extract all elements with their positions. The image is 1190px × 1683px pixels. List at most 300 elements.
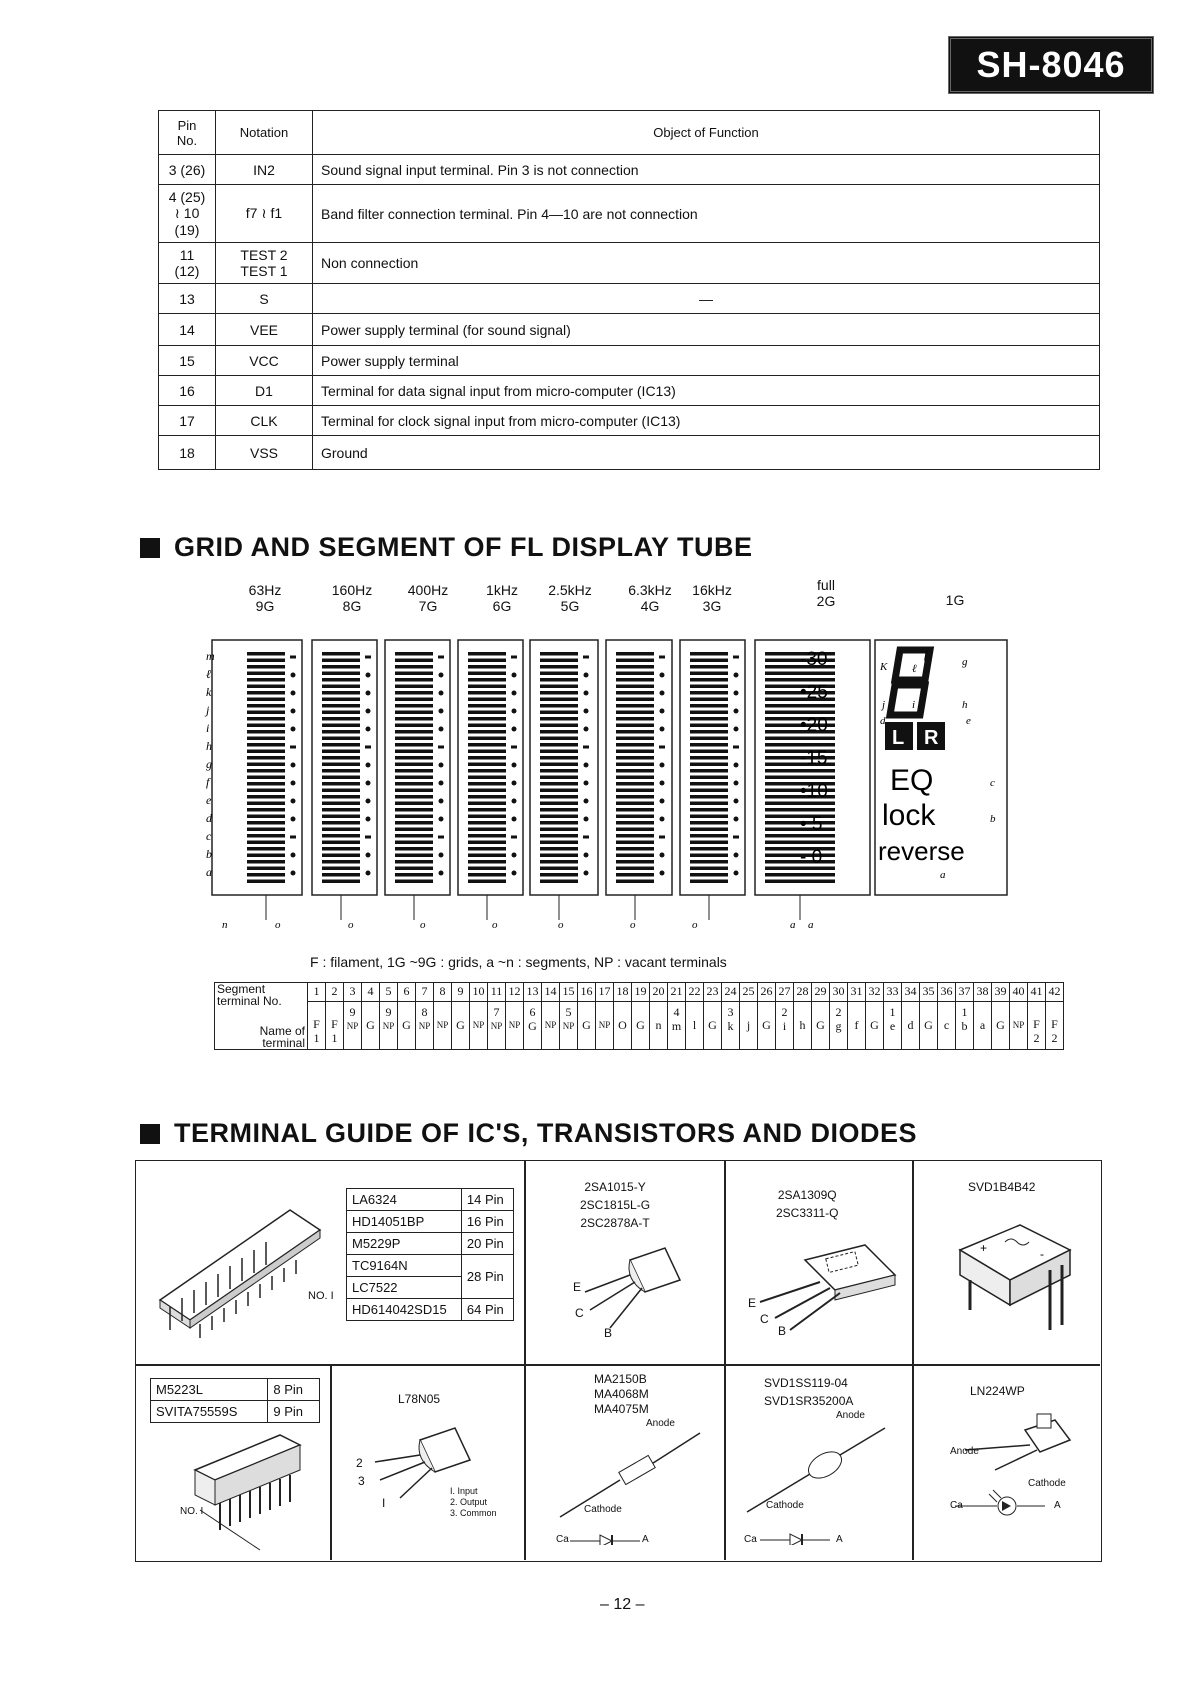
pin-cell: 17 xyxy=(159,406,216,436)
bottom-pin-label: o xyxy=(492,919,498,930)
segment-dot xyxy=(660,727,665,732)
segment-bar xyxy=(616,730,654,734)
segment-bar xyxy=(468,717,506,721)
segment-bar xyxy=(616,854,654,858)
pin-cell: 3 (26) xyxy=(159,155,216,185)
seg-number: 21 xyxy=(668,983,686,1002)
seg-number: 32 xyxy=(866,983,884,1002)
seg-name-top: 2 xyxy=(781,1005,788,1020)
segment-bar xyxy=(247,750,285,754)
part-name: 2SC2878A-T xyxy=(580,1216,650,1230)
seg-name xyxy=(992,1001,1010,1049)
grid-freq: 1kHz xyxy=(486,582,518,598)
small-letter-g: g xyxy=(962,656,968,668)
notation-cell: VSS xyxy=(216,436,313,470)
lock-text: lock xyxy=(882,799,936,832)
seg-name-main: NP xyxy=(382,1021,395,1032)
segment-bar xyxy=(247,724,285,728)
ic-pins: 16 Pin xyxy=(461,1211,513,1233)
seg-number: 16 xyxy=(578,983,596,1002)
segment-bar xyxy=(395,730,433,734)
seg-name-bottom xyxy=(868,1032,881,1044)
segment-dash xyxy=(438,836,444,839)
segment-bar xyxy=(690,672,728,676)
seg-name xyxy=(974,1001,992,1049)
seg-name xyxy=(1010,1001,1028,1049)
divider xyxy=(524,1160,526,1560)
ic-name: LA6324 xyxy=(347,1189,462,1211)
segment-bar xyxy=(540,841,578,845)
segment-bar xyxy=(690,743,728,747)
ic-pins: 64 Pin xyxy=(461,1299,513,1321)
segment-dash xyxy=(583,656,589,659)
grid-label xyxy=(398,582,458,614)
seg-header-bottom: Name of terminal xyxy=(259,1024,305,1050)
segment-bar xyxy=(616,756,654,760)
seg-number: 24 xyxy=(722,983,740,1002)
seg-name-main: i xyxy=(782,1019,787,1034)
seg-name-top xyxy=(616,1006,629,1018)
seg-name-main: d xyxy=(907,1018,914,1033)
seg-name-bottom xyxy=(400,1032,413,1044)
seg-number: 2 xyxy=(326,983,344,1002)
segment-bar xyxy=(395,834,433,838)
segment-bar xyxy=(395,841,433,845)
sip-pins: 9 Pin xyxy=(268,1401,320,1423)
grid-label xyxy=(235,582,295,614)
seg-name-top xyxy=(706,1006,719,1018)
seg-name-top xyxy=(436,1006,449,1018)
seg-name-top xyxy=(364,1006,377,1018)
seg-name-bottom xyxy=(760,1032,773,1044)
segment-bar xyxy=(690,763,728,767)
seg-name xyxy=(506,1001,524,1049)
segment-bar xyxy=(540,802,578,806)
segment-bar xyxy=(468,691,506,695)
segment-dot xyxy=(734,727,739,732)
scale-label: - 0 xyxy=(800,847,823,868)
segment-bar xyxy=(616,763,654,767)
fl-display-diagram xyxy=(200,620,1030,930)
segment-bar xyxy=(395,737,433,741)
segment-dash xyxy=(733,746,739,749)
seg-name-top xyxy=(940,1006,953,1018)
seg-name-top: 7 xyxy=(493,1005,500,1020)
divider xyxy=(330,1364,332,1560)
grid-label xyxy=(620,582,680,614)
seg-name-bottom xyxy=(634,1032,647,1044)
segment-bar xyxy=(540,795,578,799)
segment-bar xyxy=(247,841,285,845)
segment-bar xyxy=(616,815,654,819)
seg-name-bottom: 2 xyxy=(1051,1031,1058,1046)
grid-freq: 400Hz xyxy=(407,582,449,598)
notation-cell: VCC xyxy=(216,346,313,376)
seg-name-bottom xyxy=(454,1032,467,1044)
segment-bar xyxy=(540,828,578,832)
segment-bar xyxy=(765,802,835,806)
fl-section-title-text: GRID AND SEGMENT OF FL DISPLAY TUBE xyxy=(174,532,753,562)
seg-name xyxy=(542,1001,560,1049)
seg-name-top xyxy=(508,1006,521,1018)
seg-name xyxy=(686,1001,704,1049)
segment-dot xyxy=(439,871,444,876)
segment-bar xyxy=(322,860,360,864)
ic-pins: 20 Pin xyxy=(461,1233,513,1255)
segment-dot xyxy=(512,853,517,858)
seg-name-bottom xyxy=(886,1033,899,1045)
function-cell: Ground xyxy=(313,436,1100,470)
segment-bar xyxy=(322,737,360,741)
ic-pin-table xyxy=(346,1188,514,1321)
seg-name xyxy=(344,1001,362,1049)
cathode-label: Cathode xyxy=(584,1504,622,1515)
seg-name-top xyxy=(310,1005,323,1017)
segment-bar xyxy=(468,802,506,806)
seg-number: 9 xyxy=(452,983,470,1002)
function-cell: — xyxy=(313,284,1100,314)
segment-bar xyxy=(247,685,285,689)
segment-dot xyxy=(512,799,517,804)
segment-letter: i xyxy=(206,721,210,735)
segment-bar xyxy=(468,652,506,656)
seg-name-top: 8 xyxy=(421,1005,428,1020)
seg-number: 25 xyxy=(740,983,758,1002)
seg-name-top: 4 xyxy=(673,1005,680,1020)
segment-bar xyxy=(247,834,285,838)
segment-bar xyxy=(540,678,578,682)
seg-name-top xyxy=(400,1006,413,1018)
part-name: SVD1SR35200A xyxy=(764,1394,854,1408)
segment-bar xyxy=(247,880,285,884)
segment-dot xyxy=(660,691,665,696)
segment-dot xyxy=(734,691,739,696)
seg-name-bottom xyxy=(940,1032,953,1044)
grid-freq: 2.5kHz xyxy=(548,582,592,598)
part-name: MA4075M xyxy=(594,1402,649,1416)
seg-name-bottom xyxy=(436,1032,449,1044)
segment-dot xyxy=(291,709,296,714)
collector-label: C xyxy=(760,1312,769,1326)
segment-bar xyxy=(322,665,360,669)
segment-bar xyxy=(395,743,433,747)
seg-name-main: b xyxy=(961,1019,968,1034)
segment-bar xyxy=(540,685,578,689)
segment-bar xyxy=(395,880,433,884)
segment-dot xyxy=(291,871,296,876)
page-number: – 12 – xyxy=(600,1596,645,1613)
segment-bar xyxy=(322,698,360,702)
pin-cell: 14 xyxy=(159,314,216,346)
eq-text: EQ xyxy=(890,764,934,797)
segment-dot xyxy=(291,853,296,858)
segment-bar xyxy=(690,730,728,734)
seg-name-bottom xyxy=(382,1033,395,1045)
segment-bar xyxy=(468,789,506,793)
segment-bar xyxy=(322,834,360,838)
segment-dot xyxy=(584,781,589,786)
segment-bar xyxy=(322,730,360,734)
segment-bar xyxy=(690,880,728,884)
segment-dash xyxy=(733,836,739,839)
pin-row xyxy=(159,314,1100,346)
seg-name-main: NP xyxy=(490,1021,503,1032)
grid-freq: full xyxy=(817,577,835,593)
segment-dot xyxy=(734,799,739,804)
seg-name-main: m xyxy=(671,1019,682,1034)
seg-name-bottom xyxy=(580,1032,593,1044)
segment-bar xyxy=(247,873,285,877)
segment-dot xyxy=(439,709,444,714)
digit-segment xyxy=(890,685,925,715)
seg-name xyxy=(758,1001,776,1049)
segment-bar xyxy=(395,659,433,663)
small-letter-a: a xyxy=(940,869,946,881)
segment-bar xyxy=(540,652,578,656)
cathode-label: Cathode xyxy=(1028,1478,1066,1489)
segment-bar xyxy=(765,704,835,708)
seg-name-main: G xyxy=(870,1018,879,1033)
seg-name-main: NP xyxy=(436,1020,449,1031)
seg-number: 15 xyxy=(560,983,578,1002)
segment-dot xyxy=(366,709,371,714)
segment-dot xyxy=(734,817,739,822)
fl-legend: F : filament, 1G ~9G : grids, a ~n : segments, NP : vacant terminals xyxy=(310,954,727,970)
bottom-pin-label: o xyxy=(348,919,354,930)
segment-bar xyxy=(468,776,506,780)
seg-name-bottom xyxy=(346,1033,359,1045)
seg-name-bottom xyxy=(778,1033,791,1045)
seg-name-main: NP xyxy=(598,1020,611,1031)
segment-bar xyxy=(616,873,654,877)
axial-diode-drawing xyxy=(550,1425,720,1545)
segment-bar xyxy=(690,659,728,663)
emitter-label: E xyxy=(573,1280,582,1294)
segment-bar xyxy=(395,704,433,708)
segment-bar xyxy=(322,769,360,773)
grid-freq: 16kHz xyxy=(692,582,732,598)
segment-bar xyxy=(468,763,506,767)
bottom-pin-label: o xyxy=(558,919,564,930)
segment-bar xyxy=(616,789,654,793)
seg-name-main: F xyxy=(1051,1017,1058,1032)
segment-bar xyxy=(690,717,728,721)
segment-dot xyxy=(366,673,371,678)
diode-group-1 xyxy=(594,1372,649,1417)
seg-name-bottom: 1 xyxy=(313,1031,320,1046)
seg-name-main: G xyxy=(582,1018,591,1033)
function-header: Object of Function xyxy=(313,111,1100,155)
seg-name-top xyxy=(454,1006,467,1018)
seg-name xyxy=(884,1001,902,1049)
grid-id: 4G xyxy=(640,598,660,614)
ic-pins: 14 Pin xyxy=(461,1189,513,1211)
seg-name-main: F xyxy=(313,1017,320,1032)
part-name: SVD1SS119-04 xyxy=(764,1376,848,1390)
segment-bar xyxy=(690,789,728,793)
segment-bar xyxy=(540,717,578,721)
to92-transistor-drawing xyxy=(570,1240,700,1340)
segment-bar xyxy=(690,828,728,832)
segment-bar xyxy=(690,776,728,780)
segment-dot xyxy=(660,673,665,678)
notation-cell: f7 ≀ f1 xyxy=(216,185,313,243)
emitter-label: E xyxy=(748,1296,757,1310)
seg-name-top: 9 xyxy=(349,1005,356,1020)
function-cell: Terminal for data signal input from micro-computer (IC13) xyxy=(313,376,1100,406)
segment-dash xyxy=(365,746,371,749)
segment-bar xyxy=(690,795,728,799)
segment-bar xyxy=(690,873,728,877)
segment-bar xyxy=(540,730,578,734)
divider xyxy=(912,1160,914,1560)
segment-bar xyxy=(247,672,285,676)
segment-bar xyxy=(616,769,654,773)
seg-name-bottom xyxy=(724,1033,737,1045)
segment-dot xyxy=(439,853,444,858)
segment-bar xyxy=(395,867,433,871)
segment-bar xyxy=(247,769,285,773)
seg-name-bottom xyxy=(598,1032,611,1044)
seg-name-bottom xyxy=(544,1032,557,1044)
segment-bar xyxy=(395,776,433,780)
segment-bar xyxy=(322,867,360,871)
collector-label: C xyxy=(575,1306,584,1320)
segment-bar xyxy=(540,769,578,773)
segment-dot xyxy=(512,709,517,714)
segment-dot xyxy=(291,691,296,696)
seg-name-main: NP xyxy=(346,1021,359,1032)
reg-pin-1: I xyxy=(382,1496,386,1510)
divider xyxy=(135,1364,1100,1366)
seg-name-bottom xyxy=(850,1032,863,1044)
segment-dot xyxy=(366,799,371,804)
segment-bar xyxy=(322,789,360,793)
seg-name-main: f xyxy=(854,1018,859,1033)
seg-name-top xyxy=(850,1006,863,1018)
grid-freq: 63Hz xyxy=(248,582,282,598)
segment-bar xyxy=(540,763,578,767)
seg-number: 8 xyxy=(434,983,452,1002)
seg-name-main: G xyxy=(366,1018,375,1033)
bridge-name: SVD1B4B42 xyxy=(968,1180,1036,1194)
segment-terminal-table xyxy=(214,982,1064,1050)
seg-name-main: F xyxy=(1033,1017,1040,1032)
part-name: 2SC1815L-G xyxy=(580,1198,651,1212)
seg-number: 42 xyxy=(1046,983,1064,1002)
segment-bar xyxy=(247,808,285,812)
part-name: MA2150B xyxy=(594,1372,647,1386)
segment-bar xyxy=(468,750,506,754)
segment-bar xyxy=(616,659,654,663)
segment-bar xyxy=(395,789,433,793)
bottom-pin-label: o xyxy=(275,919,281,930)
pin-cell: 18 xyxy=(159,436,216,470)
diode-group-2 xyxy=(764,1374,853,1410)
segment-bar xyxy=(765,737,835,741)
reg-pin-3: 3 xyxy=(358,1474,365,1488)
segment-bar xyxy=(690,685,728,689)
segment-bar xyxy=(322,743,360,747)
seg-name-row xyxy=(215,1001,1064,1049)
seg-name-bottom xyxy=(616,1032,629,1044)
seg-name xyxy=(668,1001,686,1049)
seg-number: 35 xyxy=(920,983,938,1002)
segment-bar xyxy=(690,750,728,754)
segment-bar xyxy=(395,873,433,877)
segment-bar xyxy=(322,704,360,708)
segment-dot xyxy=(584,763,589,768)
segment-bar xyxy=(468,704,506,708)
seg-name-bottom xyxy=(688,1032,701,1044)
regulator-name: L78N05 xyxy=(398,1392,441,1406)
segment-bar xyxy=(395,795,433,799)
segment-letter: h xyxy=(206,739,212,753)
segment-dot xyxy=(291,817,296,822)
segment-dash xyxy=(733,656,739,659)
pin-row xyxy=(159,185,1100,243)
part-name: 2SA1015-Y xyxy=(584,1180,646,1194)
grid-freq: 6.3kHz xyxy=(628,582,672,598)
segment-bar xyxy=(616,847,654,851)
segment-bar xyxy=(322,847,360,851)
small-letter-f: f xyxy=(924,649,928,661)
segment-dot xyxy=(291,763,296,768)
pin-row xyxy=(159,243,1100,284)
legend-line: I. Input xyxy=(450,1486,478,1496)
segment-bar xyxy=(247,828,285,832)
terminal-section-title-text: TERMINAL GUIDE OF IC'S, TRANSISTORS AND DIODES xyxy=(174,1118,917,1148)
segment-bar xyxy=(247,711,285,715)
seg-number: 27 xyxy=(776,983,794,1002)
seg-name-main: O xyxy=(618,1018,627,1033)
seg-name-main: G xyxy=(816,1018,825,1033)
reverse-text: reverse xyxy=(878,836,965,866)
small-letter-b: b xyxy=(990,813,996,825)
notation-cell: TEST 2 TEST 1 xyxy=(216,243,313,284)
segment-bar xyxy=(616,652,654,656)
seg-name-bottom xyxy=(814,1032,827,1044)
seg-name xyxy=(650,1001,668,1049)
segment-bar xyxy=(690,691,728,695)
segment-bar xyxy=(540,854,578,858)
bullet-square-icon xyxy=(140,1124,160,1144)
r-text: R xyxy=(924,727,939,749)
grid-id: 6G xyxy=(492,598,512,614)
segment-bar xyxy=(395,821,433,825)
ic-name: TC9164N xyxy=(347,1255,462,1277)
pin-row xyxy=(159,155,1100,185)
segment-bar xyxy=(468,756,506,760)
seg-name xyxy=(812,1001,830,1049)
seg-name xyxy=(524,1001,542,1049)
segment-bar xyxy=(322,678,360,682)
segment-bar xyxy=(616,776,654,780)
segment-bar xyxy=(540,659,578,663)
notation-cell: D1 xyxy=(216,376,313,406)
segment-bar xyxy=(690,698,728,702)
segment-bar xyxy=(468,724,506,728)
scale-label: •10 xyxy=(800,781,828,802)
segment-bar xyxy=(540,789,578,793)
seg-number: 1 xyxy=(308,983,326,1002)
segment-bar xyxy=(395,711,433,715)
segment-bar xyxy=(395,672,433,676)
segment-bar xyxy=(540,711,578,715)
segment-bar xyxy=(616,665,654,669)
segment-bar xyxy=(690,821,728,825)
segment-bar xyxy=(322,685,360,689)
